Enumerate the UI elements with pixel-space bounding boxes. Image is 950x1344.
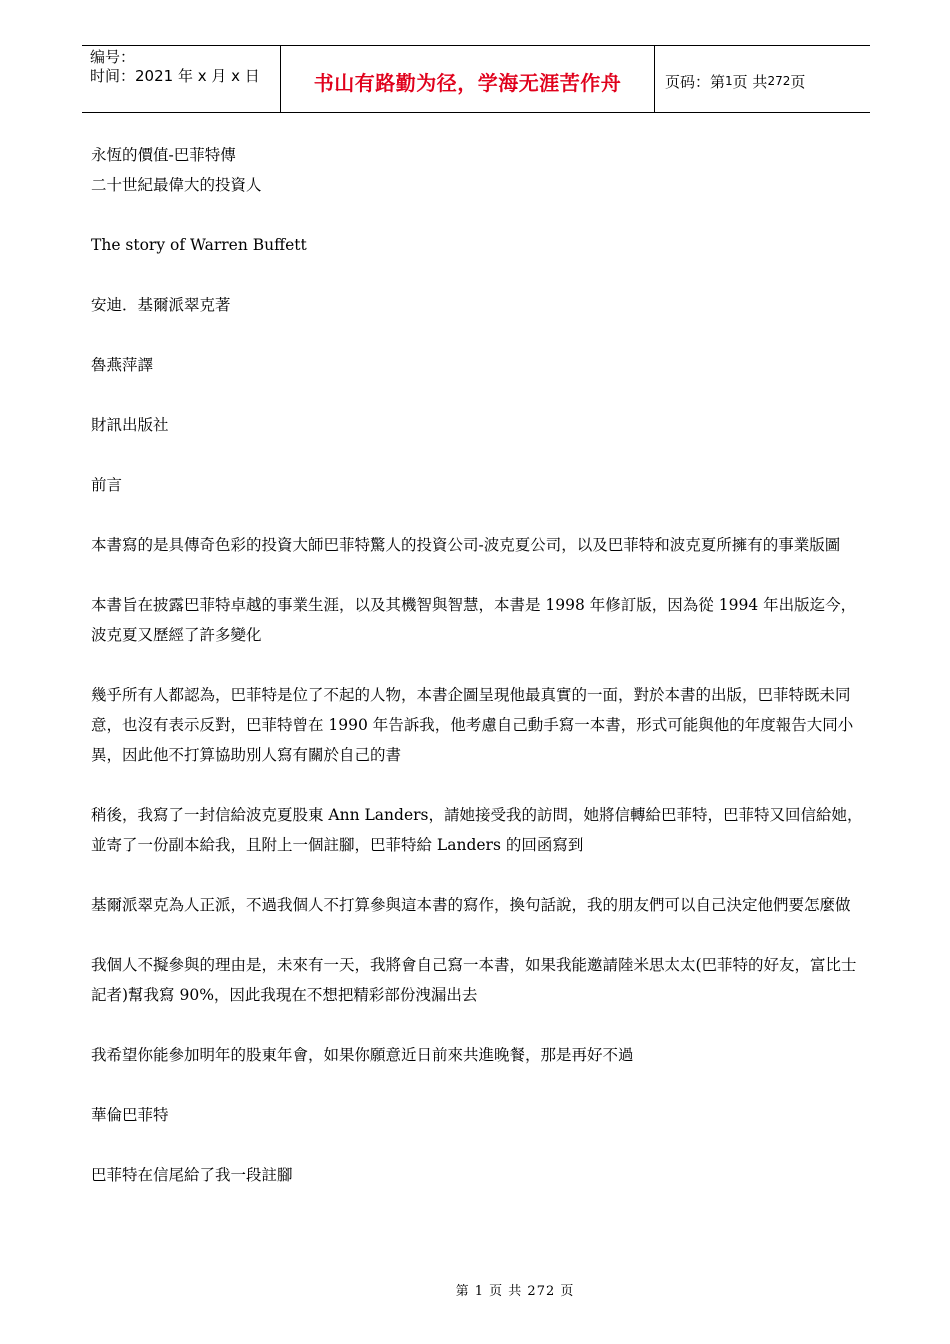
- page-total: 272: [767, 74, 791, 88]
- paragraph: 基爾派翠克為人正派，不過我個人不打算參與這本書的寫作，換句話說，我的朋友們可以自己決定他們要怎麼做: [91, 896, 851, 914]
- author: 安迪．基爾派翠克著: [91, 296, 231, 314]
- title-line-1: 永恆的價值-巴菲特傳: [91, 146, 236, 164]
- paragraph: 巴菲特在信尾給了我一段註腳: [91, 1166, 293, 1184]
- english-title: The story of Warren Buffett: [91, 236, 307, 254]
- motto-text: 书山有路勤为径，学海无涯苦作舟: [313, 70, 622, 95]
- translator: 魯燕萍譯: [91, 356, 154, 374]
- header-motto: [281, 46, 655, 112]
- header-page-number: [655, 46, 870, 112]
- page-prefix: 页码：第: [665, 72, 726, 91]
- title-line-2: 二十世紀最偉大的投資人: [91, 176, 262, 194]
- paragraph: 我個人不擬參與的理由是，未來有一天，我將會自己寫一本書，如果我能邀請陸米思太太(巴菲特的好友，富比士記者)幫我寫 90%，因此我現在不想把精彩部份洩漏出去: [91, 956, 857, 1004]
- document-body: [91, 140, 867, 1220]
- time-label: 时间：2021 年 x 月 x 日: [90, 67, 260, 85]
- paragraph: 本書寫的是具傳奇色彩的投資大師巴菲特驚人的投資公司-波克夏公司，以及巴菲特和波克夏所擁有的事業版圖: [91, 536, 841, 554]
- page-footer: 第 1 页 共 272 页: [455, 1284, 575, 1299]
- signature: 華倫巴菲特: [91, 1106, 169, 1124]
- paragraph: 本書旨在披露巴菲特卓越的事業生涯，以及其機智與智慧，本書是 1998 年修訂版，因為從 1994 年出版迄今，波克夏又歷經了許多變化: [91, 596, 857, 644]
- page-current: 1: [725, 74, 733, 88]
- paragraph: 我希望你能參加明年的股東年會，如果你願意近日前來共進晚餐，那是再好不過: [91, 1046, 634, 1064]
- paragraph: 稍後，我寫了一封信給波克夏股東 Ann Landers，請她接受我的訪問，她將信轉給巴菲特，巴菲特又回信給她，並寄了一份副本給我，且附上一個註腳，巴菲特給 Landers 的回函寫到: [91, 806, 863, 854]
- paragraph: 幾乎所有人都認為，巴菲特是位了不起的人物，本書企圖呈現他最真實的一面，對於本書的出版，巴菲特既未同意，也沒有表示反對，巴菲特曾在 1990 年告訴我，他考慮自己動手寫一本書，形式可能與他的年度報告大同小異，因此他不打算協助別人寫有關於自己的書: [91, 686, 854, 764]
- page-header: [82, 45, 870, 113]
- publisher: 財訊出版社: [91, 416, 169, 434]
- code-label: 编号：: [90, 48, 136, 66]
- page-mid: 页 共: [732, 72, 768, 91]
- header-meta: [82, 46, 281, 112]
- preface-heading: 前言: [91, 476, 123, 494]
- page-suffix: 页: [790, 72, 806, 91]
